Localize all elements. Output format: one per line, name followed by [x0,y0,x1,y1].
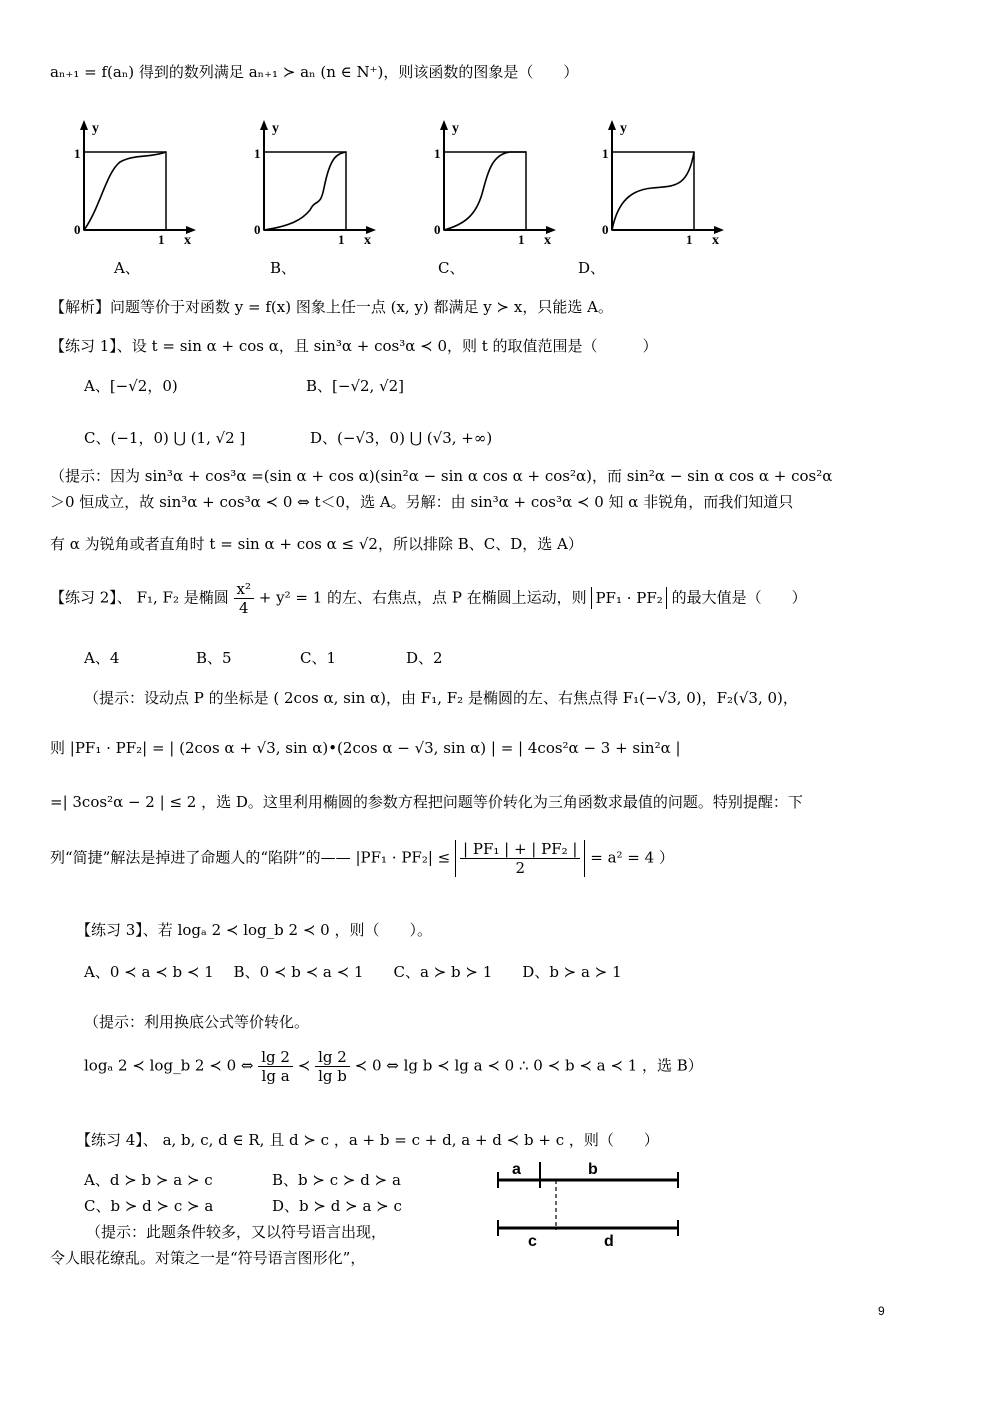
ex2-option-d: D、2 [406,649,443,667]
ex2-question [50,580,807,617]
ex2-option-c: C、1 [300,649,337,667]
ex2-suffix: 的最大值是（ ） [671,588,807,607]
ex4-option-a: A、d ≻ b ≻ a ≻ c [84,1171,213,1189]
ex3-hint-2 [84,1048,703,1085]
ex1-question: 【练习 1】、设 t = sin α + cos α，且 sin³α + cos³α ≺ 0，则 t 的取值范围是（ ） [50,337,658,355]
ex3-frac-2 [315,1048,350,1085]
graph-label-c: C、 [438,259,465,277]
ex4-diagram-d: d [604,1233,614,1250]
graph-b-axis-x: x [364,233,371,248]
graph-b-origin: 0 [254,222,261,237]
ex2-hint-3: =| 3cos²α − 2 | ≤ 2 ，选 D。这里利用椭圆的参数方程把问题等价转化为三角函数求最值的问题。特别提醒：下 [50,793,803,811]
ex2-prefix: 【练习 2】、 F₁, F₂ 是椭圆 [50,588,229,607]
ex4-diagram-b: b [588,1161,598,1178]
ex4-segment-diagram [492,1158,684,1248]
ex3-hint-2-suffix: ≺ 0 ⇔ lg b ≺ lg a ≺ 0 ∴ 0 ≺ b ≺ a ≺ 1 ，选 B） [354,1056,703,1075]
ex2-ellipse-den: 4 [238,599,249,617]
ex3-options: A、0 ≺ a ≺ b ≺ 1 B、0 ≺ b ≺ a ≺ 1 C、a ≻ b ≻ 1 D、b ≻ a ≻ 1 [84,963,622,981]
ex3-frac-1 [258,1048,293,1085]
graph-c-axis-x: x [544,233,551,248]
graph-a-axis-y: y [92,121,99,136]
ex2-option-b: B、5 [196,649,232,667]
ex4-diagram-a: a [512,1161,521,1178]
ex4-option-b: B、b ≻ c ≻ d ≻ a [272,1171,401,1189]
ex1-option-a: A、[−√2，0) [84,377,178,395]
graph-a-tick-x: 1 [158,232,165,247]
graph-a-axis-x: x [184,233,191,248]
graph-d-tick-y: 1 [602,146,609,161]
page-number: 9 [878,1304,885,1318]
graph-c-origin: 0 [434,222,441,237]
graph-b-tick-y: 1 [254,146,261,161]
ex2-hint-4-prefix: 列“简捷”解法是掉进了命题人的“陷阱”的—— [50,848,351,867]
ex3-frac-2-num: lg 2 [315,1048,350,1067]
ex3-frac-1-num: lg 2 [258,1048,293,1067]
graph-d-axis-y: y [620,121,627,136]
intro-line: aₙ₊₁ = f(aₙ) 得到的数列满足 aₙ₊₁ ≻ aₙ (n ∈ N⁺)，则该函数的图象是（ ） [50,63,579,81]
graph-a-tick-y: 1 [74,146,81,161]
graph-d-tick-x: 1 [686,232,693,247]
ex2-hint-4-den: 2 [515,859,526,877]
ex2-hint-4-fraction [455,840,585,877]
analysis-text: 【解析】问题等价于对函数 y = f(x) 图象上任一点 (x, y) 都满足 y ≻ x，只能选 A。 [50,298,613,316]
ex4-hint-1: （提示：此题条件较多，又以符号语言出现， [86,1223,387,1241]
ex2-ellipse-tail: + y² = 1 [258,588,323,607]
graph-d-axis-x: x [712,233,719,248]
ex2-hint-4 [50,840,674,877]
ex2-abs-expr: PF₁ · PF₂ [591,587,666,609]
ex2-middle: 的左、右焦点，点 P 在椭圆上运动，则 [327,588,587,607]
ex2-ellipse-num: x² [234,580,254,599]
ex3-frac-1-den: lg a [261,1067,290,1085]
ex2-hint-2: 则 |PF₁ · PF₂| = | (2cos α + √3, sin α)•(2cos α − √3, sin α) | = | 4cos²α − 3 + sin²α | [50,739,681,757]
graph-a-origin: 0 [74,222,81,237]
ex3-frac-2-den: lg b [318,1067,347,1085]
graph-c-tick-y: 1 [434,146,441,161]
ex2-hint-4-num: | PF₁ | + | PF₂ | [460,840,580,859]
ex2-option-a: A、4 [84,649,120,667]
ex1-hint-3: 有 α 为锐角或者直角时 t = sin α + cos α ≤ √2，所以排除 B、C、D，选 A） [50,535,583,553]
graph-label-b: B、 [270,259,297,277]
graph-a [70,118,210,248]
ex4-diagram-c: c [528,1233,537,1250]
ex4-hint-2: 令人眼花缭乱。对策之一是“符号语言图形化”， [50,1249,366,1267]
ex2-ellipse-fraction [234,580,254,617]
graph-d [598,118,738,248]
ex3-precedes: ≺ [297,1056,311,1075]
ex3-question: 【练习 3】、若 logₐ 2 ≺ log_b 2 ≺ 0 ，则（ ）。 [76,921,432,939]
graph-d-origin: 0 [602,222,609,237]
graph-b-axis-y: y [272,121,279,136]
ex4-option-d: D、b ≻ d ≻ a ≻ c [272,1197,402,1215]
ex2-hint-1: （提示：设动点 P 的坐标是 ( 2cos α, sin α)，由 F₁, F₂ 是椭圆的左、右焦点得 F₁(−√3, 0)，F₂(√3, 0)， [84,689,798,707]
ex1-hint-2: ＞0 恒成立，故 sin³α + cos³α ≺ 0 ⇔ t＜0，选 A。另解：由 sin³α + cos³α ≺ 0 知 α 非锐角，而我们知道只 [50,493,794,511]
ex1-option-b: B、[−√2, √2] [306,377,405,395]
ex2-hint-4-abs: |PF₁ · PF₂| ≤ [355,848,451,867]
graph-label-d: D、 [578,259,606,277]
graph-b [250,118,390,248]
graph-label-a: A、 [114,259,140,277]
graph-c-axis-y: y [452,121,459,136]
ex2-hint-4-suffix: = a² = 4 ） [590,848,674,867]
graph-c-tick-x: 1 [518,232,525,247]
ex3-hint-1: （提示：利用换底公式等价转化。 [84,1013,310,1031]
ex4-option-c: C、b ≻ d ≻ c ≻ a [84,1197,214,1215]
ex1-option-c: C、(−1，0) ⋃ (1, √2 ] [84,429,246,447]
ex3-hint-2-prefix: logₐ 2 ≺ log_b 2 ≺ 0 ⇔ [84,1056,254,1075]
ex1-hint-1: （提示：因为 sin³α + cos³α =(sin α + cos α)(sin²α − sin α cos α + cos²α)，而 sin²α − sin α cos α + cos²α [50,467,833,485]
ex1-option-d: D、(−√3，0) ⋃ (√3, +∞) [310,429,493,447]
ex4-question: 【练习 4】、 a, b, c, d ∈ R, 且 d ≻ c ，a + b = c + d, a + d ≺ b + c ，则（ ） [76,1131,659,1149]
graph-b-tick-x: 1 [338,232,345,247]
graph-c [430,118,570,248]
